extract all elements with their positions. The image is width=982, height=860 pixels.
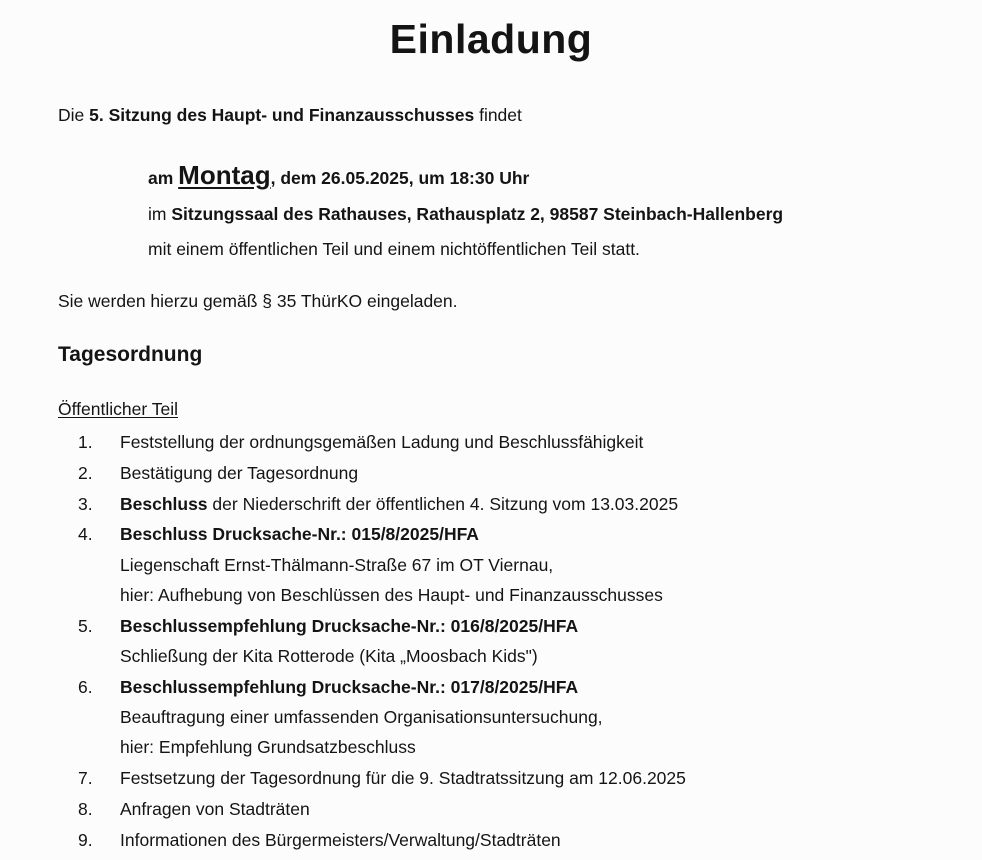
intro-prefix: Die [58,105,85,125]
agenda-item [78,676,958,759]
agenda-item-text: Informationen des Bürgermeisters/Verwaltung/Stadträten [120,829,561,850]
agenda-item-rest: der Niederschrift der öffentlichen 4. Sitzung vom 13.03.2025 [207,493,679,514]
agenda-item [78,431,958,453]
agenda-list [78,431,958,860]
agenda-item [78,615,958,668]
agenda-item-text [120,493,958,515]
agenda-heading: Tagesordnung [58,343,203,366]
agenda-item-number: 2. [78,462,93,483]
agenda-item-title: Beschluss Drucksache-Nr.: 015/8/2025/HFA [120,524,479,545]
agenda-item-text: Festsetzung der Tagesordnung für die 9. Stadtratssitzung am 12.06.2025 [120,768,686,789]
agenda-item-detail: Schließung der Kita Rotterode (Kita „Moosbach Kids") [120,646,538,667]
agenda-item-detail: Liegenschaft Ernst-Thälmann-Straße 67 im OT Viernau, [120,554,554,575]
agenda-item-number: 5. [78,615,93,636]
agenda-item-number: 4. [78,524,93,545]
agenda-item-number: 3. [78,493,93,514]
invite-text: Sie werden hierzu gemäß § 35 ThürKO eingeladen. [58,291,458,311]
agenda-item-text: Feststellung der ordnungsgemäßen Ladung und Beschlussfähigkeit [120,432,644,452]
agenda-item-detail: hier: Empfehlung Grundsatzbeschluss [120,737,416,758]
agenda-item [78,767,958,789]
agenda-item [78,462,958,484]
public-section-label: Öffentlicher Teil [58,399,178,419]
agenda-item-number: 6. [78,676,93,697]
intro-line [58,104,522,126]
agenda-item [78,523,958,606]
date-am: am [148,168,174,188]
agenda-item-number: 7. [78,768,93,789]
agenda-item-text: Anfragen von Stadträten [120,799,310,820]
agenda-item [78,829,958,851]
intro-suffix: findet [479,105,522,125]
document-title: Einladung [389,16,593,62]
meeting-place: Sitzungssaal des Rathauses, Rathausplatz 2, 98587 Steinbach-Hallenberg [171,204,784,224]
agenda-item [78,493,958,515]
agenda-item-detail: hier: Aufhebung von Beschlüssen des Haupt- und Finanzausschusses [120,584,663,605]
meeting-date-line [148,160,529,193]
agenda-item-title: Beschlussempfehlung Drucksache-Nr.: 017/8/2025/HFA [120,676,579,697]
place-prefix: im [148,204,167,224]
meeting-day: Montag [178,160,271,190]
agenda-item-number: 1. [78,432,93,452]
agenda-item-detail: Beauftragung einer umfassenden Organisationsuntersuchung, [120,707,603,728]
meeting-place-line [148,203,783,225]
meeting-parts-line: mit einem öffentlichen Teil und einem nichtöffentlichen Teil statt. [148,239,640,259]
agenda-item [78,798,958,820]
agenda-item-title: Beschlussempfehlung Drucksache-Nr.: 016/8/2025/HFA [120,615,579,636]
agenda-item-number: 9. [78,829,93,850]
meeting-date-time: , dem 26.05.2025, um 18:30 Uhr [270,168,530,188]
committee-name: 5. Sitzung des Haupt- und Finanzausschusses [89,105,475,125]
agenda-item-text: Bestätigung der Tagesordnung [120,462,359,483]
agenda-item-bold: Beschluss [120,493,208,514]
agenda-item-number: 8. [78,799,93,820]
